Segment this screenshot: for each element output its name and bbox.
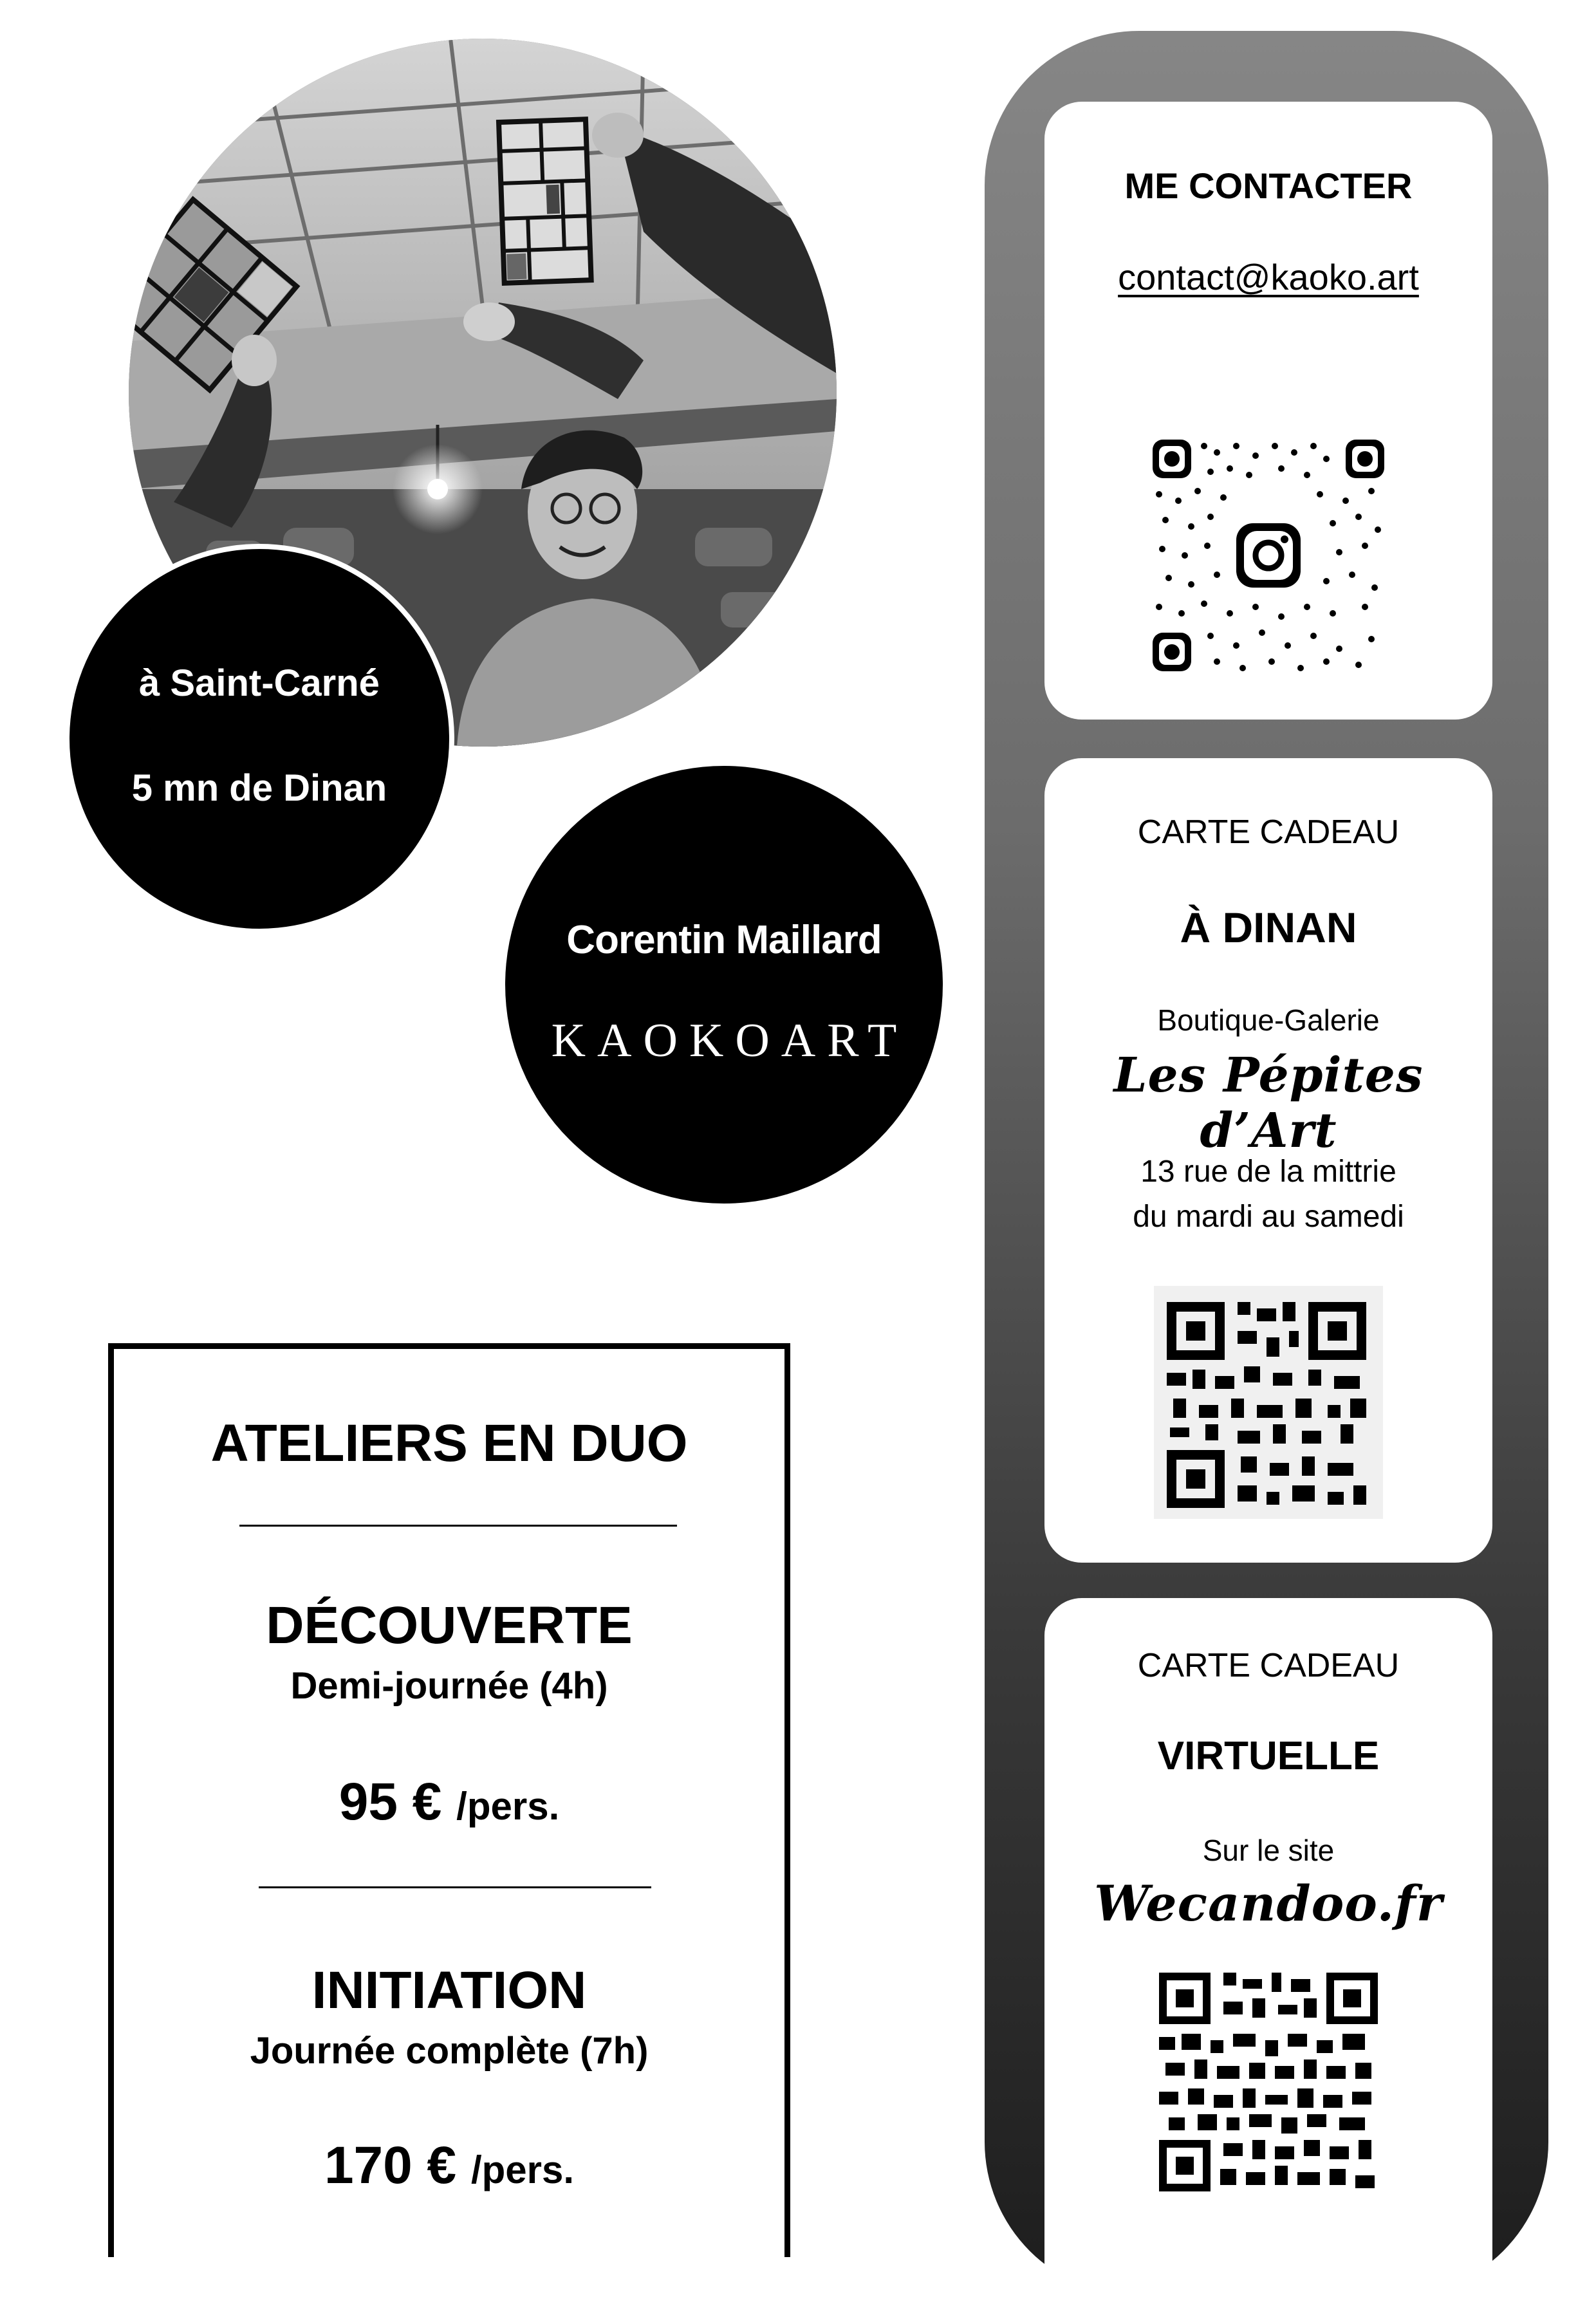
location-line-2: 5 mn de Dinan [131,767,387,809]
shop-address: 13 rue de la mittrie [1140,1155,1396,1189]
workshop-duration: Journée complète (7h) [250,2030,649,2072]
shop-name: Les Pépites d’Art [1113,1048,1424,1158]
gift-card-virtual [1044,1598,1492,2306]
contact-email-wrap [1044,256,1492,298]
workshop-price: 170 € [324,2136,457,2195]
contact-card [1044,102,1492,720]
gift-city: À DINAN [1180,904,1357,951]
workshop-price-line [114,2135,784,2196]
shop-hours: du mardi au samedi [1133,1200,1404,1234]
artist-badge [505,766,943,1204]
workshop-duration: Demi-journée (4h) [290,1665,608,1707]
location-badge [64,544,454,934]
contact-title: ME CONTACTER [1124,165,1413,206]
workshops-title: ATELIERS EN DUO [210,1414,688,1473]
site-label: Sur le site [1202,1834,1335,1867]
divider [239,1525,677,1527]
workshop-price-unit: /pers. [456,1785,560,1828]
shop-type: Boutique-Galerie [1157,1003,1380,1037]
location-line-1: à Saint-Carné [139,662,380,704]
workshop-price-unit: /pers. [470,2148,575,2191]
gift-title: CARTE CADEAU [1137,1647,1400,1684]
divider [259,1886,651,1888]
artist-name: Corentin Maillard [566,918,882,962]
workshop-price: 95 € [339,1772,442,1831]
qr-code-icon[interactable] [1159,1973,1378,2191]
gift-card-dinan [1044,758,1492,1563]
gift-kind: VIRTUELLE [1157,1734,1380,1778]
workshops-box [108,1343,790,2257]
gift-title: CARTE CADEAU [1137,814,1400,851]
qr-code-icon[interactable] [1154,1286,1383,1519]
workshop-name: INITIATION [311,1961,587,2020]
contact-email-link[interactable]: contact@kaoko.art [1118,257,1419,297]
site-name: Wecandoo.fr [1094,1875,1443,1932]
instagram-qr-icon[interactable] [1153,440,1384,671]
brand-name: KAOKOART [551,1014,909,1067]
workshop-price-line [114,1772,784,1832]
workshop-name: DÉCOUVERTE [266,1596,633,1655]
